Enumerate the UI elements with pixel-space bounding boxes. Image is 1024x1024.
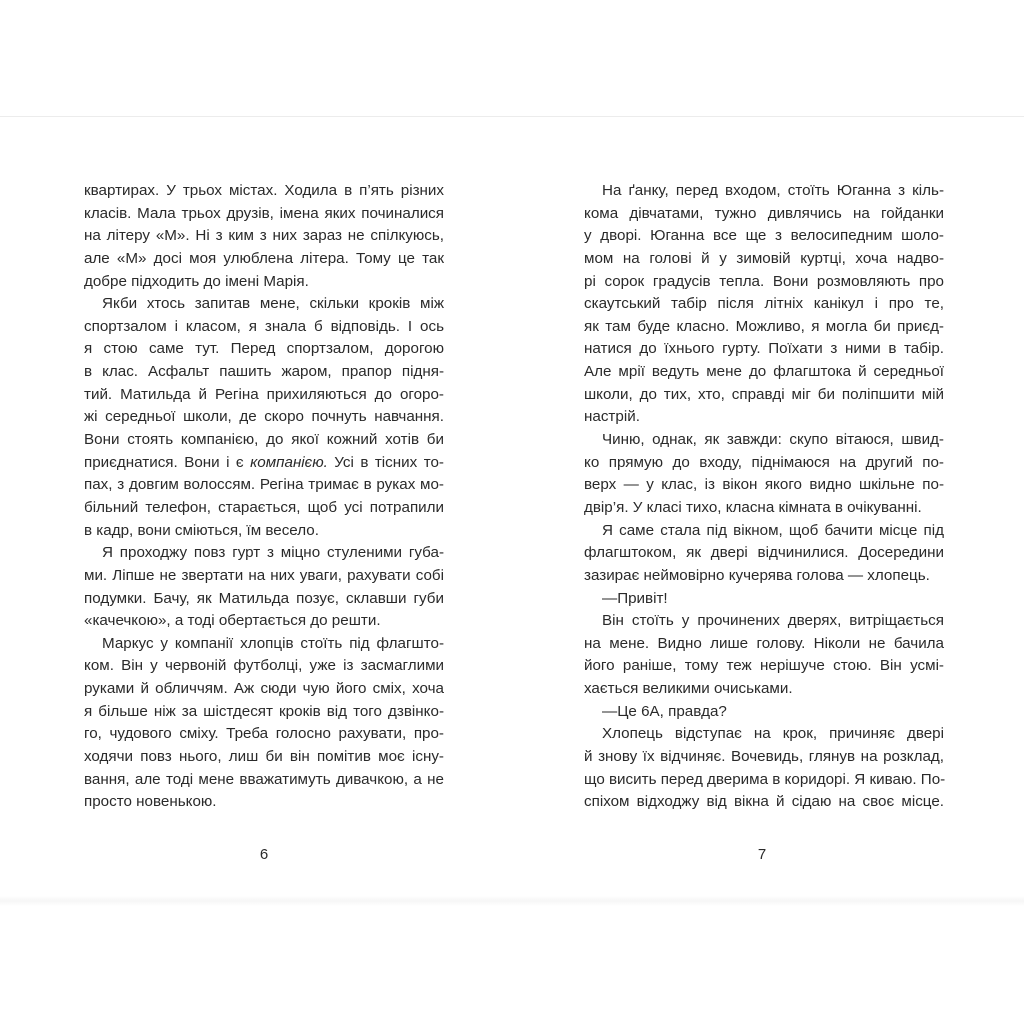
text-line bbox=[584, 701, 944, 724]
line-text: ком. Він у червоній футболці, уже із засмаглими bbox=[84, 657, 444, 675]
line-text: Але мрії ведуть мене до флагштока й середньої bbox=[584, 363, 944, 381]
text-line bbox=[84, 429, 444, 452]
text-line bbox=[584, 361, 944, 384]
line-text: в кадр, вони сміються, їм весело. bbox=[84, 521, 319, 539]
line-text: —Привіт! bbox=[602, 589, 668, 607]
text-line bbox=[584, 655, 944, 678]
text-line bbox=[84, 701, 444, 724]
text-line bbox=[84, 452, 444, 475]
line-text: що висить перед дверима в коридорі. Я киваю. По- bbox=[584, 770, 946, 788]
text-line bbox=[584, 180, 944, 203]
line-text: ко прямую до входу, піднімаюся на другий по- bbox=[584, 453, 944, 471]
line-text: Хлопець відступає на крок, причиняє двері bbox=[602, 725, 944, 743]
line-text: але «М» досі моя улюблена літера. Тому це так bbox=[84, 249, 444, 267]
line-text: руками й обличчям. Аж сюди чую його сміх, хоча bbox=[84, 680, 444, 698]
text-line bbox=[84, 225, 444, 248]
line-text: я більше ніж за шістдесят кроків від того дзвінко- bbox=[84, 702, 444, 720]
line-text: в клас. Асфальт пашить жаром, прапор підня- bbox=[84, 363, 444, 381]
line-text: квартирах. У трьох містах. Ходила в п’ять різних bbox=[84, 182, 444, 199]
text-line bbox=[584, 565, 944, 588]
emphasized-text: компанією. bbox=[250, 453, 328, 471]
text-line bbox=[84, 610, 444, 633]
text-line bbox=[584, 769, 944, 792]
text-line bbox=[584, 633, 944, 656]
line-text: хається великими очиськами. bbox=[584, 680, 793, 698]
line-text: його раніше, тому теж нерішуче стою. Він усмі- bbox=[584, 657, 944, 675]
text-line bbox=[584, 384, 944, 407]
line-text: «качечкою», а тоді обертається до решти. bbox=[84, 612, 381, 630]
line-text: добре підходить до імені Марія. bbox=[84, 272, 309, 290]
text-line bbox=[84, 271, 444, 294]
line-text: тий. Матильда й Регіна прихиляються до огоро- bbox=[84, 385, 444, 403]
text-line bbox=[584, 316, 944, 339]
line-text: подумки. Бачу, як Матильда позує, склавши губи bbox=[84, 589, 444, 607]
line-text: зазирає неймовірно кучерява голова — хлопець. bbox=[584, 566, 930, 584]
line-text: Вони стоять компанією, до якої кожний хотів би bbox=[84, 431, 444, 449]
text-line bbox=[84, 588, 444, 611]
line-text: пах, з довгим волоссям. Регіна тримає в руках мо- bbox=[84, 476, 444, 494]
line-text: Я проходжу повз гурт з міцно стуленими губа- bbox=[102, 544, 444, 562]
text-line bbox=[84, 723, 444, 746]
text-line bbox=[84, 406, 444, 429]
page-number-left: 6 bbox=[259, 846, 269, 863]
text-line bbox=[584, 542, 944, 565]
text-line bbox=[84, 746, 444, 769]
text-line bbox=[84, 180, 444, 203]
line-text: я стою саме тут. Перед спортзалом, дорогою bbox=[84, 340, 444, 358]
text-line bbox=[584, 248, 944, 271]
text-line bbox=[84, 248, 444, 271]
text-line bbox=[584, 588, 944, 611]
line-text: го, чудового сміху. Треба голосно рахувати, про- bbox=[84, 725, 444, 743]
line-text: більний телефон, старається, щоб усі потрапили bbox=[84, 498, 444, 516]
text-line bbox=[584, 723, 944, 746]
text-line bbox=[584, 791, 944, 814]
text-line bbox=[584, 293, 944, 316]
line-text: рі сорок градусів тепла. Вони розмовляють про bbox=[584, 272, 944, 290]
line-text: спортзалом і класом, я знала б відповідь. І ось bbox=[84, 317, 444, 335]
text-line bbox=[84, 316, 444, 339]
line-text: кома дівчатами, тужно дивлячись на гойданки bbox=[584, 204, 944, 222]
text-line bbox=[584, 406, 944, 429]
text-line bbox=[84, 565, 444, 588]
line-text: Я саме стала під вікном, щоб бачити місце під bbox=[602, 521, 944, 539]
line-text: —Це 6А, правда? bbox=[602, 702, 727, 720]
line-text: На ґанку, перед входом, стоїть Юганна з кіль- bbox=[602, 182, 944, 199]
text-line bbox=[584, 338, 944, 361]
text-line bbox=[584, 520, 944, 543]
line-text: Маркус у компанії хлопців стоїть під флагшто- bbox=[102, 634, 444, 652]
line-text: вання, але тоді мене вважатимуть дивачкою, а не bbox=[84, 770, 444, 788]
line-text: на мене. Видно лише голову. Ніколи не бачила bbox=[584, 634, 944, 652]
line-text: як там буде класно. Можливо, я могла би приєд- bbox=[584, 317, 944, 335]
line-text: просто новенькою. bbox=[84, 793, 217, 811]
line-text: жі середньої школи, де скоро почнуть навчання. bbox=[84, 408, 444, 426]
text-line bbox=[84, 497, 444, 520]
line-text: Він стоїть у прочинених дверях, витріщається bbox=[602, 612, 944, 630]
text-line bbox=[84, 769, 444, 792]
text-line bbox=[584, 474, 944, 497]
text-line bbox=[84, 542, 444, 565]
line-text: настрій. bbox=[584, 408, 640, 426]
text-line bbox=[584, 610, 944, 633]
left-page-text bbox=[84, 180, 444, 814]
line-text: приєднатися. Вони і є bbox=[84, 453, 251, 471]
line-text: ми. Ліпше не звертати на них уваги, рахувати собі bbox=[84, 566, 444, 584]
line-text: у дворі. Юганна все ще з велосипедним шоло- bbox=[584, 227, 944, 245]
text-line bbox=[84, 203, 444, 226]
text-line bbox=[584, 225, 944, 248]
line-text: ходячи повз нього, лиш би він помітив моє існу- bbox=[84, 748, 444, 766]
right-page-text bbox=[584, 180, 944, 814]
text-line bbox=[584, 203, 944, 226]
line-text: школи, до тих, хто, справді міг би поліпшити мій bbox=[584, 385, 944, 403]
line-text: й знову їх відчиняє. Вочевидь, глянув на розклад, bbox=[584, 748, 944, 766]
line-text: натися до їхнього гурту. Поїхати з ними в табір. bbox=[584, 340, 944, 358]
line-text: двір’я. У класі тихо, класна кімната в очікуванні. bbox=[584, 498, 922, 516]
bottom-edge bbox=[0, 896, 1024, 906]
page-number-right: 7 bbox=[757, 846, 767, 863]
text-line bbox=[584, 429, 944, 452]
text-line bbox=[84, 293, 444, 316]
text-line bbox=[84, 678, 444, 701]
line-text: мом на голові й у зимовій куртці, хоча надво- bbox=[584, 249, 944, 267]
text-line bbox=[584, 678, 944, 701]
text-line bbox=[84, 655, 444, 678]
line-text: Чиню, однак, як завжди: скупо вітаюся, швид- bbox=[602, 431, 944, 449]
line-text: флагштоком, як двері відчинилися. Досередини bbox=[584, 544, 944, 562]
text-line bbox=[584, 746, 944, 769]
text-line bbox=[84, 361, 444, 384]
line-text: спіхом відходжу від вікна й сідаю на своє місце. bbox=[584, 793, 944, 811]
top-divider bbox=[0, 116, 1024, 117]
text-line bbox=[84, 338, 444, 361]
line-text: на літеру «М». Ні з ким з них зараз не спілкуюсь, bbox=[84, 227, 444, 245]
text-line bbox=[84, 384, 444, 407]
line-text: скаутський табір після літніх канікул і про те, bbox=[584, 295, 944, 313]
text-line bbox=[84, 520, 444, 543]
text-line bbox=[84, 633, 444, 656]
text-line bbox=[584, 452, 944, 475]
line-text: Якби хтось запитав мене, скільки кроків між bbox=[102, 295, 444, 313]
line-text: Усі в тісних то- bbox=[327, 453, 444, 471]
text-line bbox=[584, 271, 944, 294]
line-text: класів. Мала трьох друзів, імена яких починалися bbox=[84, 204, 444, 222]
line-text: верх — у клас, із вікон якого видно шкільне по- bbox=[584, 476, 944, 494]
text-line bbox=[84, 791, 444, 814]
text-line bbox=[84, 474, 444, 497]
text-line bbox=[584, 497, 944, 520]
